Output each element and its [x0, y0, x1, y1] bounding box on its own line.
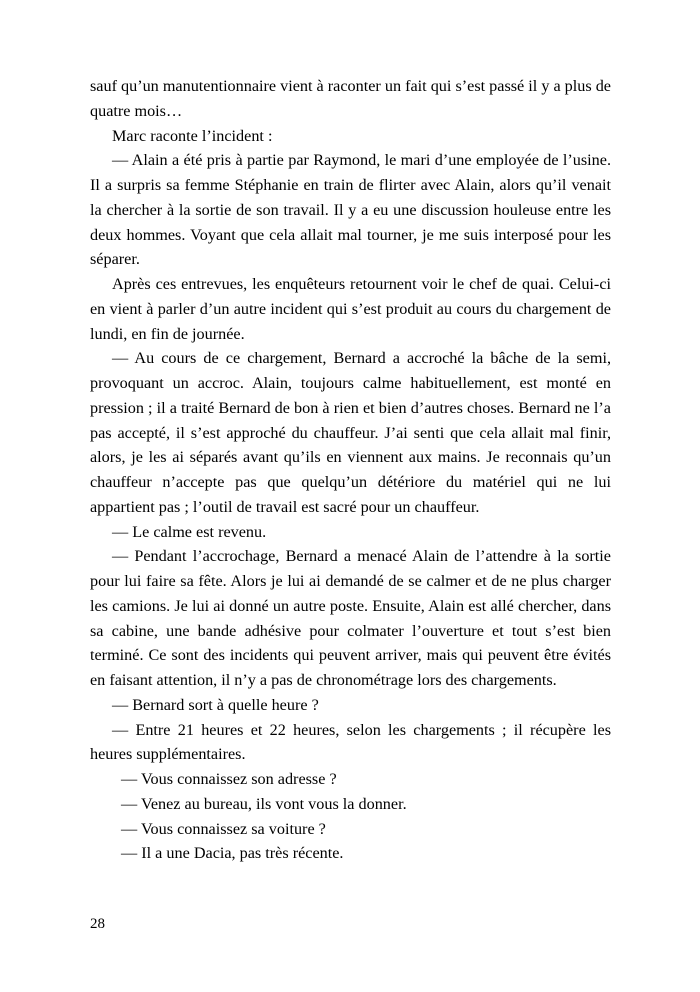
dialogue-line: — Vous connaissez sa voiture ? [121, 819, 326, 838]
page-text-body [90, 74, 611, 866]
dialogue-line: — Venez au bureau, ils vont vous la donner. [121, 794, 407, 813]
dialogue-line: — Alain a été pris à partie par Raymond, le mari d’une employée de l’usine. Il a surpris sa femme Stéphanie en train de flirter avec Alain, alors qu’il venait la chercher à la sortie de son travail. Il y a eu une discussion houleuse entre les deux hommes. Voyant que cela allait mal tourner, je me suis interposé pour les séparer. [90, 151, 611, 269]
dialogue-line: — Il a une Dacia, pas très récente. [121, 844, 344, 863]
paragraph: Marc raconte l’incident : [112, 126, 273, 145]
dialogue-line: — Entre 21 heures et 22 heures, selon les chargements ; il récupère les heures supplémentaires. [90, 720, 611, 764]
dialogue-line: — Pendant l’accrochage, Bernard a menacé Alain de l’attendre à la sortie pour lui faire sa fête. Alors je lui ai demandé de se calmer et de ne plus charger les camions. Je lui ai donné un autre poste. Ensuite, Alain est allé chercher, dans sa cabine, une bande adhésive pour colmater l’ouverture et tout s’est bien terminé. Ce sont des incidents qui peuvent arriver, mais qui peuvent être évités en faisant attention, il n’y a pas de chronométrage lors des chargements. [90, 547, 611, 689]
dialogue-line: — Au cours de ce chargement, Bernard a accroché la bâche de la semi, provoquant un accroc. Alain, toujours calme habituellement, est monté en pression ; il a traité Bernard de bon à rien et bien d’autres choses. Bernard ne l’a pas accepté, il s’est approché du chauffeur. J’ai senti que cela allait mal finir, alors, je les ai séparés avant qu’ils en viennent aux mains. Je reconnais qu’un chauffeur n’accepte pas que quelqu’un détériore du matériel qui ne lui appartient pas ; l’outil de travail est sacré pour un chauffeur. [90, 349, 611, 516]
dialogue-line: — Vous connaissez son adresse ? [121, 770, 337, 788]
paragraph: sauf qu’un manutentionnaire vient à raconter un fait qui s’est passé il y a plus de quatre mois… [90, 77, 611, 120]
dialogue-line: — Le calme est revenu. [112, 522, 267, 541]
paragraph: Après ces entrevues, les enquêteurs retournent voir le chef de quai. Celui-ci en vient à parler d’un autre incident qui s’est produit au cours du chargement de lundi, en fin de journée. [90, 275, 611, 343]
dialogue-line: — Bernard sort à quelle heure ? [112, 695, 319, 714]
page-number: 28 [90, 916, 105, 932]
